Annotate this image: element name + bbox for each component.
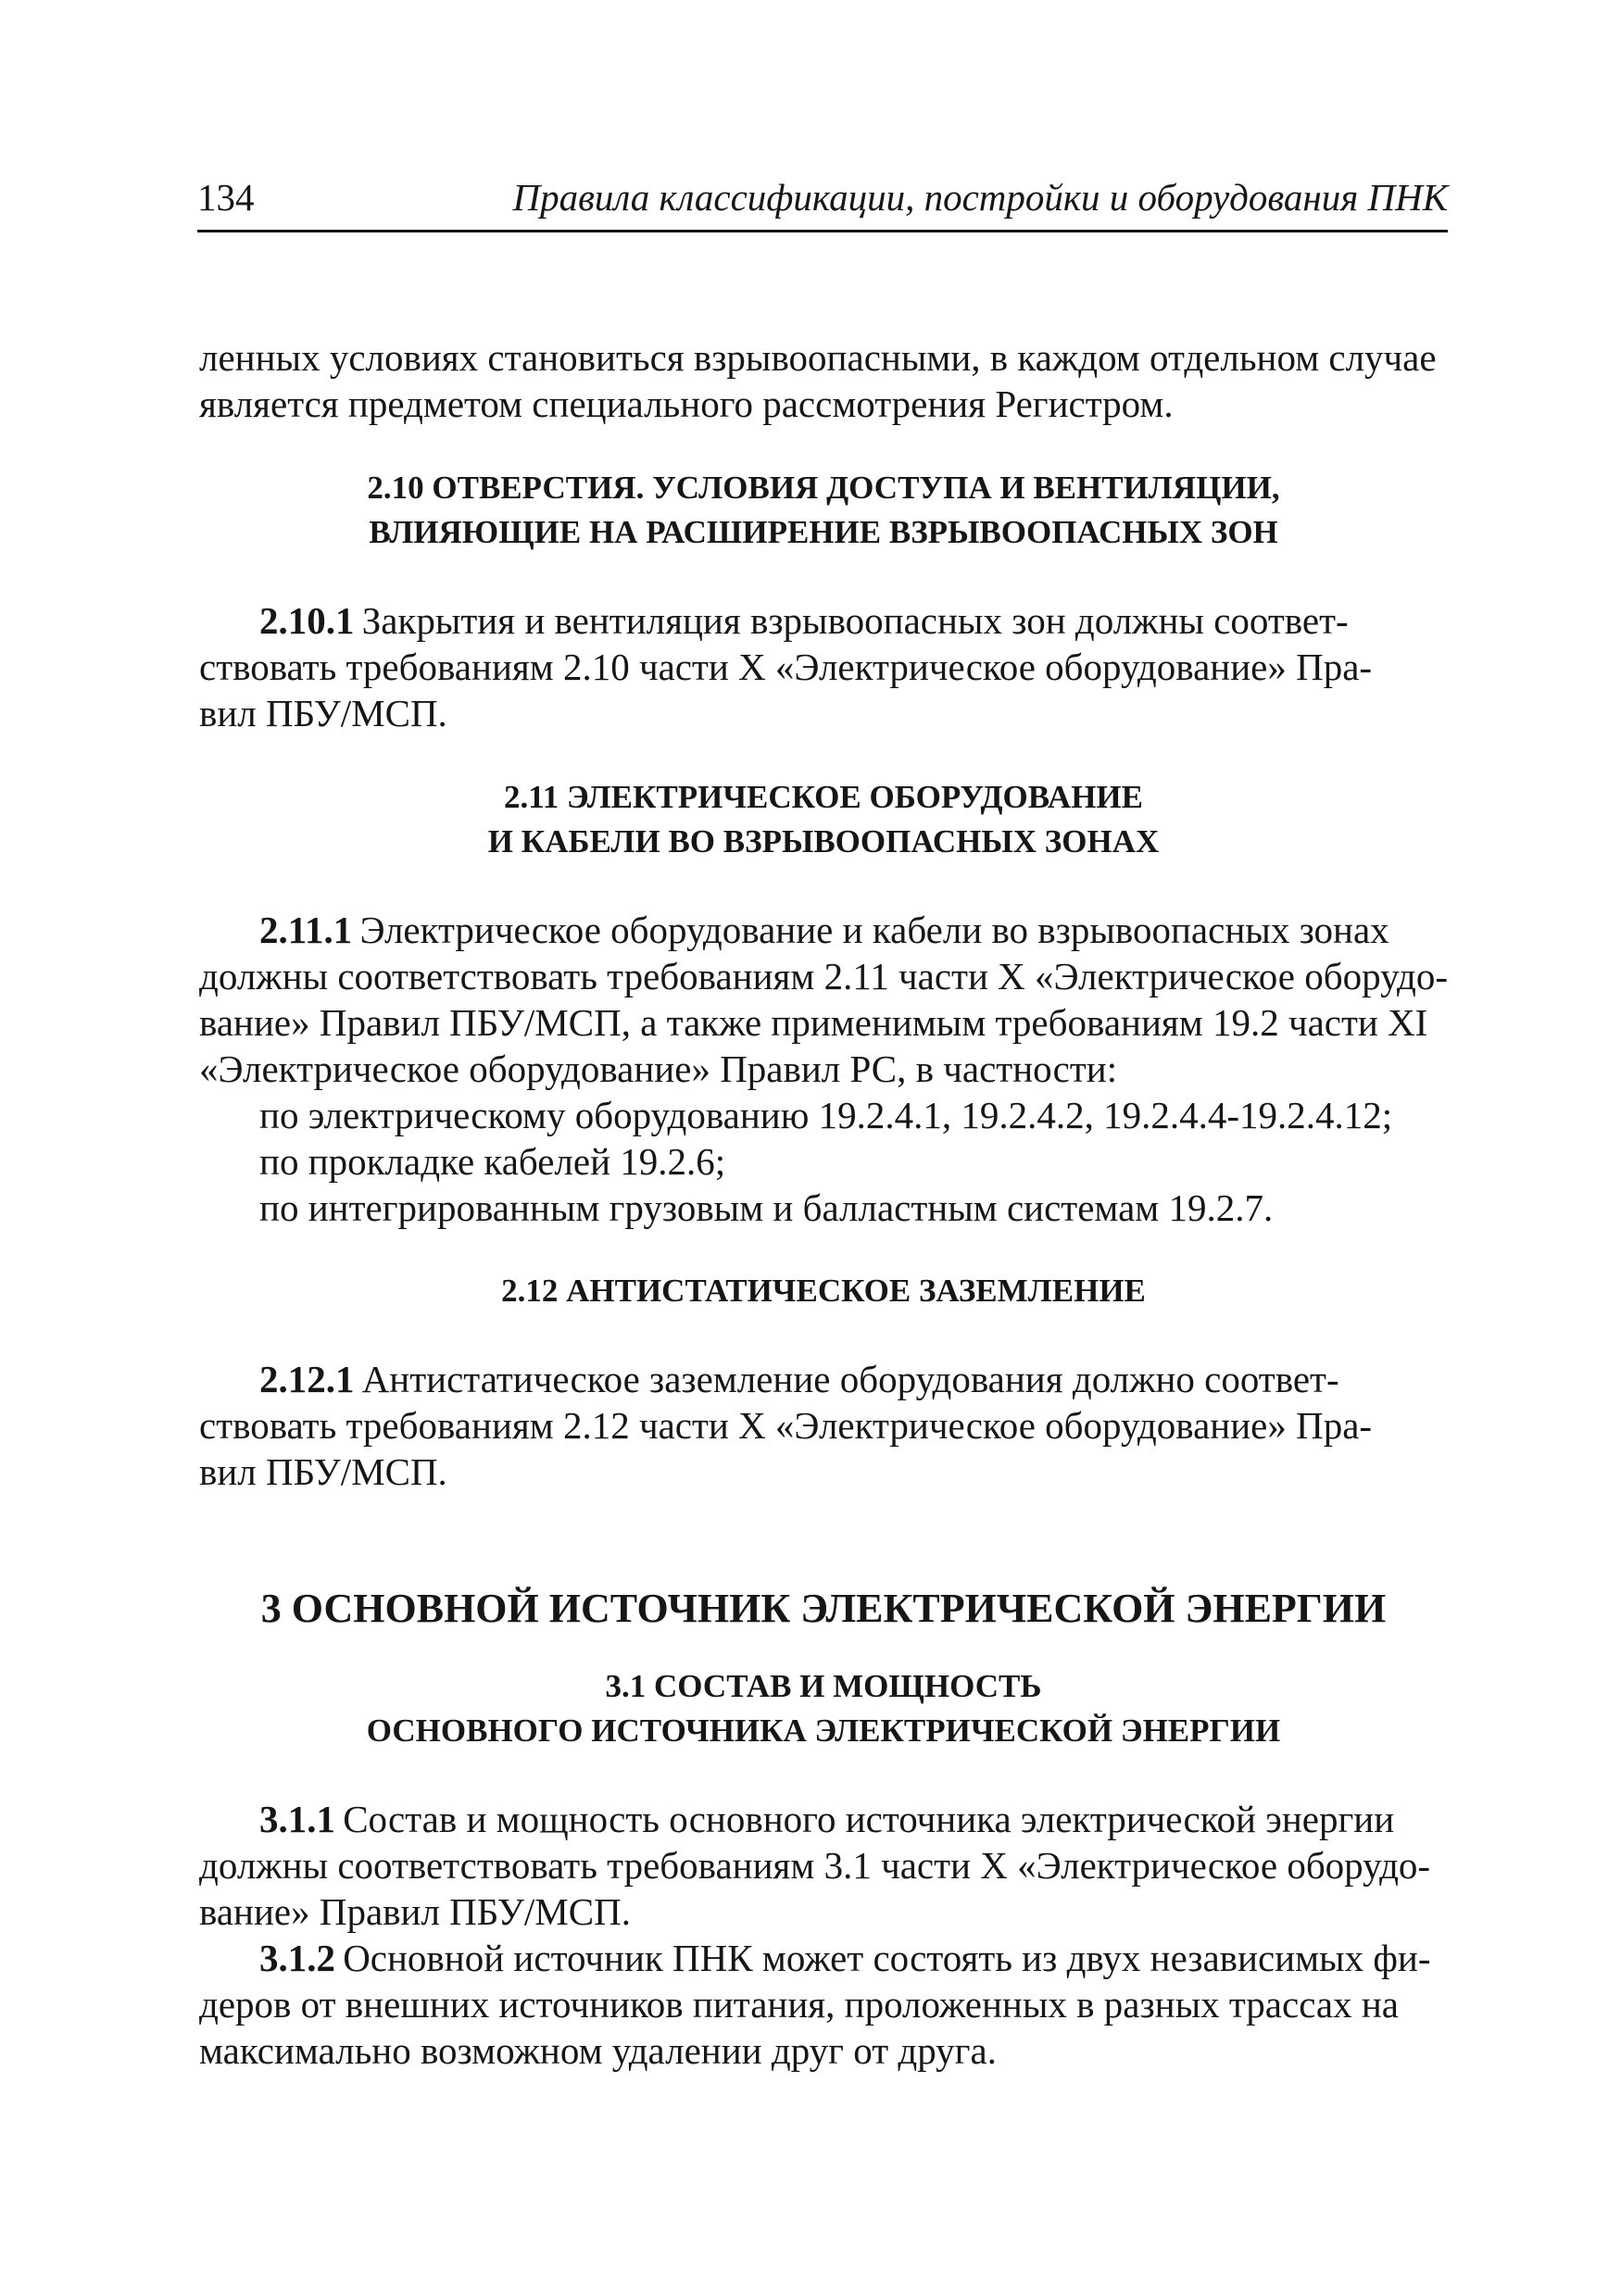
paragraph-line: 2.12.1 Антистатическое заземление оборудования должно соответ- bbox=[259, 1353, 1448, 1405]
section-heading: 3.1 СОСТАВ И МОЩНОСТЬ bbox=[605, 1668, 1042, 1704]
text-line: является предметом специального рассмотрения Регистром. bbox=[199, 383, 1174, 425]
page-number: 134 bbox=[197, 176, 255, 219]
paragraph-number: 2.10.1 bbox=[259, 599, 355, 642]
paragraph-line: 2.10.1 Закрытия и вентиляция взрывоопасных зон должны соответ- bbox=[259, 595, 1448, 646]
paragraph-line: вил ПБУ/МСП. bbox=[199, 1450, 447, 1493]
paragraph-number: 2.12.1 bbox=[259, 1358, 355, 1400]
section-heading: И КАБЕЛИ ВО ВЗРЫВООПАСНЫХ ЗОНАХ bbox=[487, 823, 1160, 859]
paragraph-line: максимально возможном удалении друг от друга. bbox=[199, 2029, 997, 2072]
section-heading: ВЛИЯЮЩИЕ НА РАСШИРЕНИЕ ВЗРЫВООПАСНЫХ ЗОН bbox=[369, 514, 1278, 550]
chapter-heading: 3 ОСНОВНОЙ ИСТОЧНИК ЭЛЕКТРИЧЕСКОЙ ЭНЕРГИИ bbox=[260, 1586, 1387, 1631]
list-item: по интегрированным грузовым и балластным системам 19.2.7. bbox=[259, 1186, 1274, 1229]
section-heading: 2.10 ОТВЕРСТИЯ. УСЛОВИЯ ДОСТУПА И ВЕНТИЛЯЦИИ, bbox=[367, 470, 1280, 506]
section-heading: 2.11 ЭЛЕКТРИЧЕСКОЕ ОБОРУДОВАНИЕ bbox=[503, 779, 1143, 815]
paragraph-line: деров от внешних источников питания, проложенных в разных трассах на bbox=[199, 1983, 1399, 2026]
list-item: по прокладке кабелей 19.2.6; bbox=[259, 1140, 726, 1183]
text-line: ленных условиях становиться взрывоопасными, в каждом отдельном случае bbox=[199, 336, 1437, 379]
paragraph-line: должны соответствовать требованиям 3.1 части X «Электрическое оборудо- bbox=[199, 1844, 1431, 1887]
paragraph-line: вание» Правил ПБУ/МСП. bbox=[199, 1890, 631, 1933]
running-title: Правила классификации, постройки и оборудования ПНК bbox=[512, 176, 1448, 219]
header-rule bbox=[197, 230, 1448, 232]
section-heading: 2.12 АНТИСТАТИЧЕСКОЕ ЗАЗЕМЛЕНИЕ bbox=[501, 1273, 1146, 1309]
paragraph-line: 3.1.2 Основной источник ПНК может состоять из двух независимых фи- bbox=[259, 1932, 1448, 1984]
list-item: по электрическому оборудованию 19.2.4.1, 19.2.4.2, 19.2.4.4-19.2.4.12; bbox=[259, 1094, 1393, 1136]
paragraph-line: должны соответствовать требованиям 2.11 части X «Электрическое оборудо- bbox=[199, 955, 1448, 997]
paragraph-line: вил ПБУ/МСП. bbox=[199, 692, 447, 734]
paragraph-line: «Электрическое оборудование» Правил РС, в частности: bbox=[199, 1048, 1118, 1090]
paragraph-line: 3.1.1 Состав и мощность основного источника электрической энергии bbox=[259, 1793, 1448, 1845]
paragraph-line: ствовать требованиям 2.12 части X «Электрическое оборудование» Пра- bbox=[199, 1404, 1373, 1447]
paragraph-number: 3.1.2 bbox=[259, 1937, 335, 1979]
section-heading: ОСНОВНОГО ИСТОЧНИКА ЭЛЕКТРИЧЕСКОЙ ЭНЕРГИИ bbox=[366, 1713, 1281, 1749]
paragraph-line: 2.11.1 Электрическое оборудование и кабели во взрывоопасных зонах bbox=[259, 904, 1448, 956]
paragraph-line: вание» Правил ПБУ/МСП, а также применимым требованиям 19.2 части XI bbox=[199, 1001, 1428, 1044]
paragraph-number: 2.11.1 bbox=[259, 909, 353, 951]
paragraph-line: ствовать требованиям 2.10 части X «Электрическое оборудование» Пра- bbox=[199, 646, 1373, 688]
paragraph-number: 3.1.1 bbox=[259, 1798, 335, 1840]
